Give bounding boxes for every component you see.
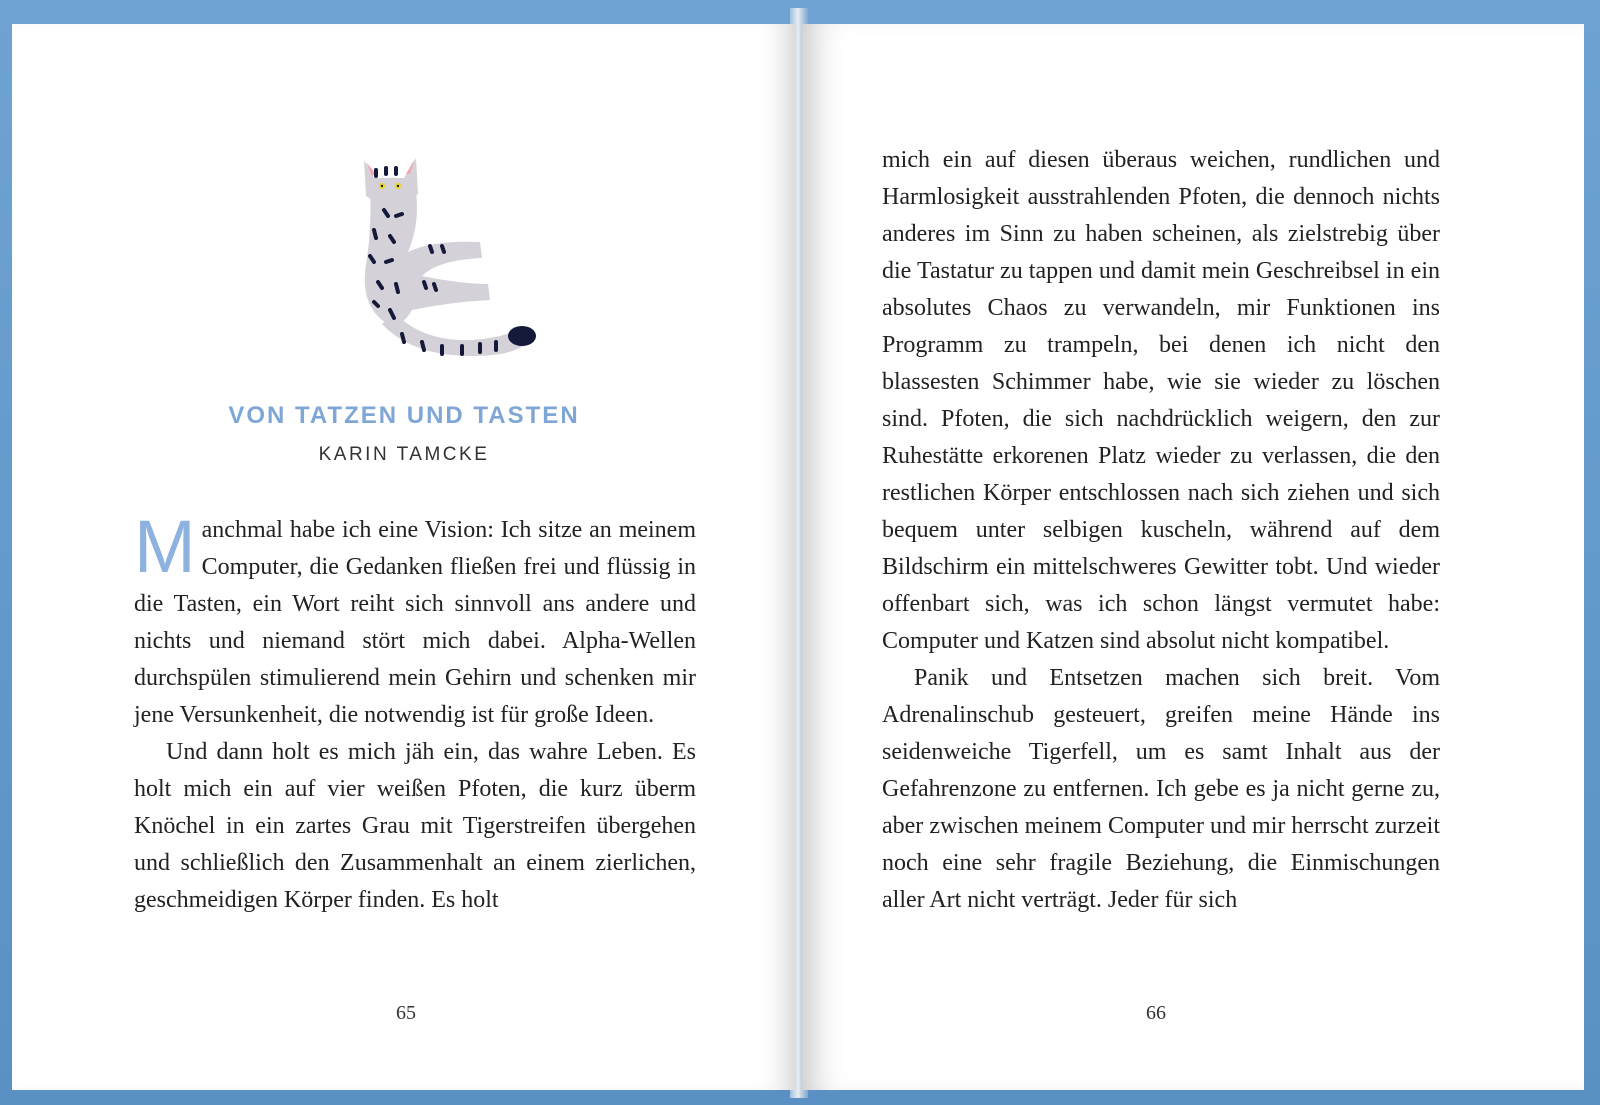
chapter-title: VON TATZEN UND TASTEN: [228, 402, 580, 429]
page-number: 65: [396, 1002, 416, 1024]
chapter-author: KARIN TAMCKE: [318, 444, 490, 465]
left-page-text: [134, 505, 696, 919]
paragraph-text: anchmal habe ich eine Vision: Ich sitze an meinem Computer, die Gedanken fließen frei und flüssig in die Tasten, ein Wort reiht sich sinnvoll ans andere und nichts und niemand stört mich dabei. Alpha-Wellen durchspülen stimulierend mein Gehirn und schenken mir jene Versunkenheit, die notwendig ist für große Ideen.: [134, 517, 696, 728]
right-page: [802, 24, 1584, 1090]
right-page-text: [882, 142, 1440, 919]
page-number: 66: [1146, 1002, 1166, 1024]
paragraph: mich ein auf diesen überaus weichen, rundlichen und Harmlosigkeit ausstrahlenden Pfoten, die dennoch nichts anderes im Sinn zu haben scheinen, als zielstrebig über die Tastatur zu tappen und damit mein Geschreibsel in ein absolutes Chaos zu verwandeln, mir Funktionen ins Programm zu trampeln, bei denen ich nicht den blassesten Schimmer habe, wie sie wieder zu löschen sind. Pfoten, die sich nachdrücklich weigern, den zur Ruhestätte erkorenen Platz wieder zu verlassen, die den restlichen Körper entschlossen nach sich ziehen und sich bequem unter selbigen kuscheln, während auf dem Bildschirm ein mittelschweres Gewitter tobt. Und wieder offenbart sich, was ich schon längst vermutet habe: Computer und Katzen sind absolut nicht kompatibel.: [882, 147, 1440, 654]
paragraph: Und dann holt es mich jäh ein, das wahre Leben. Es holt mich ein auf vier weißen Pfoten, die kurz überm Knöchel in ein zartes Grau mit Tigerstreifen übergehen und schließlich den Zusammenhalt an einem zierlichen, geschmeidigen Körper finden. Es holt: [134, 739, 696, 913]
drop-cap: M: [134, 505, 196, 588]
paragraph: [134, 505, 696, 734]
paragraph: Panik und Entsetzen machen sich breit. Vom Adrenalinschub gesteuert, greifen meine Hände ins seidenweiche Tigerfell, um es samt Inhalt aus der Gefahrenzone zu entfernen. Ich gebe es ja nicht gerne zu, aber zwischen meinem Computer und mir herrscht zurzeit noch eine sehr fragile Beziehung, die Einmischungen aller Art nicht verträgt. Jeder für sich: [882, 665, 1440, 913]
left-page: [12, 24, 796, 1090]
cat-illustration-icon: [312, 134, 552, 374]
